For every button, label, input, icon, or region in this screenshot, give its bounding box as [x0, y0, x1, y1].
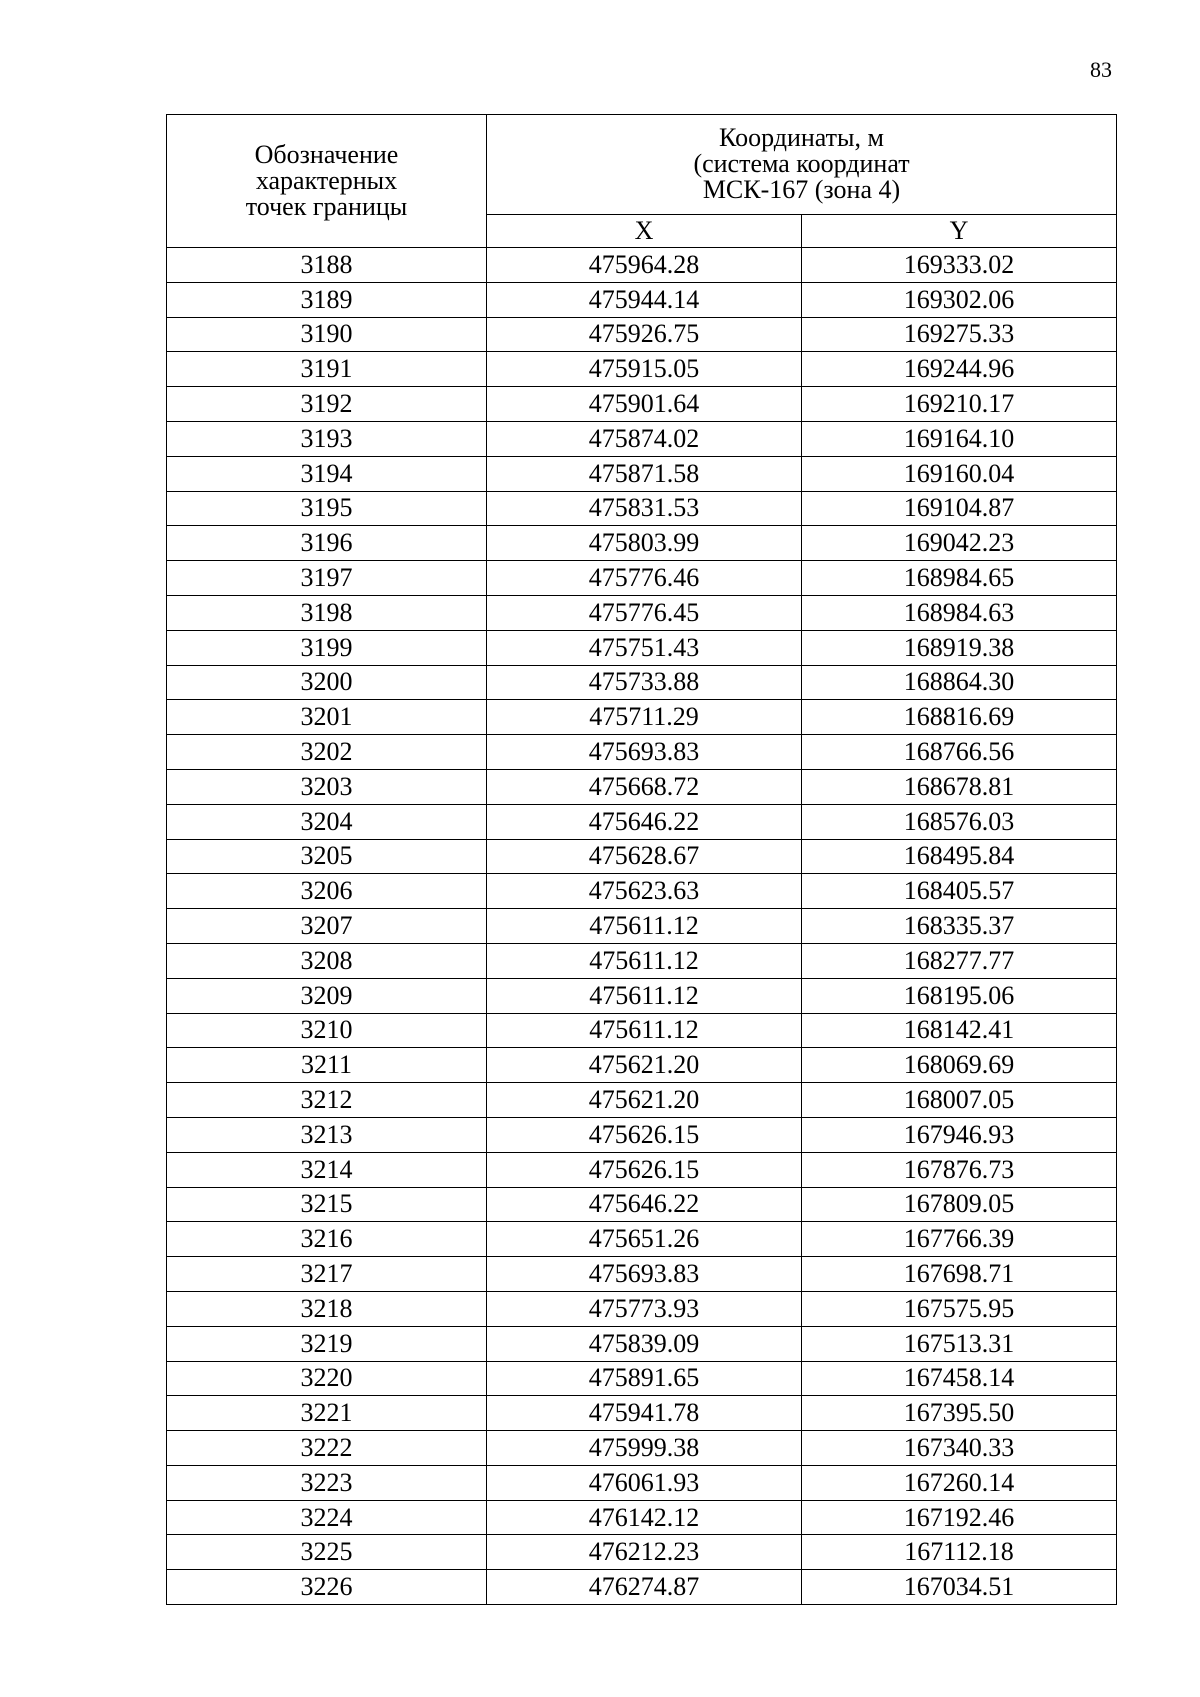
cell-x: 475611.12	[487, 1013, 802, 1048]
cell-y: 168195.06	[802, 978, 1117, 1013]
cell-x: 475626.15	[487, 1117, 802, 1152]
header-coordinates	[487, 115, 1117, 215]
cell-x: 475693.83	[487, 1257, 802, 1292]
cell-point: 3214	[167, 1152, 487, 1187]
table-row	[167, 1291, 1117, 1326]
cell-x: 475803.99	[487, 526, 802, 561]
cell-point: 3218	[167, 1291, 487, 1326]
cell-x: 475941.78	[487, 1396, 802, 1431]
table-row	[167, 735, 1117, 770]
cell-y: 169275.33	[802, 317, 1117, 352]
cell-point: 3213	[167, 1117, 487, 1152]
cell-y: 168069.69	[802, 1048, 1117, 1083]
header-coords-line-2: (система координат	[693, 149, 910, 179]
table-row	[167, 352, 1117, 387]
table-row	[167, 1500, 1117, 1535]
cell-x: 475621.20	[487, 1048, 802, 1083]
cell-x: 475891.65	[487, 1361, 802, 1396]
table-row	[167, 1117, 1117, 1152]
header-point-designation	[167, 115, 487, 248]
cell-point: 3208	[167, 943, 487, 978]
cell-x: 475621.20	[487, 1083, 802, 1118]
cell-x: 475668.72	[487, 769, 802, 804]
cell-x: 475901.64	[487, 387, 802, 422]
header-coords-line-3: МСК-167 (зона 4)	[702, 175, 901, 205]
cell-y: 167192.46	[802, 1500, 1117, 1535]
cell-point: 3209	[167, 978, 487, 1013]
cell-y: 168007.05	[802, 1083, 1117, 1118]
cell-x: 475628.67	[487, 839, 802, 874]
cell-y: 168335.37	[802, 909, 1117, 944]
cell-y: 169164.10	[802, 421, 1117, 456]
cell-point: 3223	[167, 1465, 487, 1500]
cell-point: 3206	[167, 874, 487, 909]
cell-y: 167809.05	[802, 1187, 1117, 1222]
coordinates-table	[166, 114, 1117, 1605]
cell-y: 169042.23	[802, 526, 1117, 561]
header-x: X	[487, 214, 802, 247]
table-row	[167, 248, 1117, 283]
cell-x: 475751.43	[487, 630, 802, 665]
cell-point: 3192	[167, 387, 487, 422]
cell-y: 167876.73	[802, 1152, 1117, 1187]
table-row	[167, 491, 1117, 526]
cell-x: 475626.15	[487, 1152, 802, 1187]
cell-x: 475773.93	[487, 1291, 802, 1326]
cell-y: 167575.95	[802, 1291, 1117, 1326]
cell-x: 476061.93	[487, 1465, 802, 1500]
cell-x: 475646.22	[487, 1187, 802, 1222]
cell-point: 3188	[167, 248, 487, 283]
cell-y: 168984.63	[802, 595, 1117, 630]
cell-point: 3198	[167, 595, 487, 630]
cell-x: 475964.28	[487, 248, 802, 283]
cell-x: 475839.09	[487, 1326, 802, 1361]
cell-point: 3226	[167, 1570, 487, 1605]
cell-point: 3202	[167, 735, 487, 770]
table-body	[167, 248, 1117, 1605]
table-row	[167, 1465, 1117, 1500]
table-row	[167, 839, 1117, 874]
cell-x: 475611.12	[487, 909, 802, 944]
table-row	[167, 978, 1117, 1013]
cell-point: 3211	[167, 1048, 487, 1083]
cell-y: 167395.50	[802, 1396, 1117, 1431]
cell-y: 168984.65	[802, 561, 1117, 596]
cell-y: 169302.06	[802, 282, 1117, 317]
table-row	[167, 1396, 1117, 1431]
cell-x: 475623.63	[487, 874, 802, 909]
cell-x: 476142.12	[487, 1500, 802, 1535]
cell-x: 475711.29	[487, 700, 802, 735]
cell-point: 3215	[167, 1187, 487, 1222]
cell-point: 3191	[167, 352, 487, 387]
table-header	[167, 115, 1117, 248]
header-y: Y	[802, 214, 1117, 247]
cell-y: 169333.02	[802, 248, 1117, 283]
table-row	[167, 1083, 1117, 1118]
table-row	[167, 421, 1117, 456]
cell-y: 168816.69	[802, 700, 1117, 735]
cell-x: 476212.23	[487, 1535, 802, 1570]
table-row	[167, 282, 1117, 317]
cell-x: 475733.88	[487, 665, 802, 700]
table-row	[167, 909, 1117, 944]
cell-point: 3205	[167, 839, 487, 874]
header-point-line-2: характерных	[255, 166, 398, 195]
cell-y: 167946.93	[802, 1117, 1117, 1152]
table-row	[167, 769, 1117, 804]
table-row	[167, 804, 1117, 839]
table-row	[167, 1187, 1117, 1222]
cell-x: 475646.22	[487, 804, 802, 839]
table-row	[167, 1152, 1117, 1187]
cell-y: 167698.71	[802, 1257, 1117, 1292]
table-row	[167, 874, 1117, 909]
cell-point: 3190	[167, 317, 487, 352]
cell-point: 3204	[167, 804, 487, 839]
cell-y: 169104.87	[802, 491, 1117, 526]
table-row	[167, 1431, 1117, 1466]
cell-x: 475999.38	[487, 1431, 802, 1466]
cell-x: 475944.14	[487, 282, 802, 317]
cell-y: 168405.57	[802, 874, 1117, 909]
cell-y: 168678.81	[802, 769, 1117, 804]
cell-y: 167260.14	[802, 1465, 1117, 1500]
table-row	[167, 561, 1117, 596]
page-number: 83	[1090, 57, 1112, 82]
cell-x: 475651.26	[487, 1222, 802, 1257]
cell-point: 3195	[167, 491, 487, 526]
cell-x: 475871.58	[487, 456, 802, 491]
table-row	[167, 526, 1117, 561]
header-point-line-3: точек границы	[245, 192, 408, 221]
table-row	[167, 1048, 1117, 1083]
table-row	[167, 943, 1117, 978]
cell-point: 3197	[167, 561, 487, 596]
table-row	[167, 1222, 1117, 1257]
cell-y: 168142.41	[802, 1013, 1117, 1048]
cell-point: 3212	[167, 1083, 487, 1118]
cell-point: 3217	[167, 1257, 487, 1292]
cell-point: 3219	[167, 1326, 487, 1361]
table-row	[167, 1326, 1117, 1361]
cell-point: 3196	[167, 526, 487, 561]
cell-y: 169210.17	[802, 387, 1117, 422]
cell-x: 475874.02	[487, 421, 802, 456]
cell-point: 3200	[167, 665, 487, 700]
cell-x: 475776.45	[487, 595, 802, 630]
cell-y: 167513.31	[802, 1326, 1117, 1361]
table-row	[167, 387, 1117, 422]
cell-point: 3220	[167, 1361, 487, 1396]
cell-y: 168766.56	[802, 735, 1117, 770]
header-point-line-1: Обозначение	[254, 140, 399, 169]
cell-y: 169244.96	[802, 352, 1117, 387]
cell-x: 475776.46	[487, 561, 802, 596]
cell-x: 475611.12	[487, 943, 802, 978]
cell-x: 476274.87	[487, 1570, 802, 1605]
table-row	[167, 1257, 1117, 1292]
cell-y: 168576.03	[802, 804, 1117, 839]
cell-y: 167458.14	[802, 1361, 1117, 1396]
cell-x: 475693.83	[487, 735, 802, 770]
cell-y: 167340.33	[802, 1431, 1117, 1466]
cell-point: 3203	[167, 769, 487, 804]
cell-y: 169160.04	[802, 456, 1117, 491]
cell-point: 3210	[167, 1013, 487, 1048]
cell-y: 168919.38	[802, 630, 1117, 665]
table-row	[167, 1013, 1117, 1048]
cell-x: 475831.53	[487, 491, 802, 526]
cell-y: 167112.18	[802, 1535, 1117, 1570]
cell-y: 167034.51	[802, 1570, 1117, 1605]
cell-point: 3194	[167, 456, 487, 491]
table-row	[167, 595, 1117, 630]
cell-point: 3225	[167, 1535, 487, 1570]
table-row	[167, 317, 1117, 352]
cell-x: 475926.75	[487, 317, 802, 352]
cell-x: 475915.05	[487, 352, 802, 387]
cell-point: 3224	[167, 1500, 487, 1535]
cell-y: 168277.77	[802, 943, 1117, 978]
cell-y: 168495.84	[802, 839, 1117, 874]
cell-y: 168864.30	[802, 665, 1117, 700]
table-row	[167, 1535, 1117, 1570]
table-row	[167, 700, 1117, 735]
header-coords-line-1: Координаты, м	[719, 123, 884, 153]
cell-point: 3199	[167, 630, 487, 665]
cell-point: 3201	[167, 700, 487, 735]
table-row	[167, 1361, 1117, 1396]
table-row	[167, 1570, 1117, 1605]
table-row	[167, 456, 1117, 491]
cell-point: 3189	[167, 282, 487, 317]
table-row	[167, 630, 1117, 665]
table-row	[167, 665, 1117, 700]
cell-y: 167766.39	[802, 1222, 1117, 1257]
cell-point: 3216	[167, 1222, 487, 1257]
cell-point: 3207	[167, 909, 487, 944]
cell-point: 3221	[167, 1396, 487, 1431]
cell-point: 3193	[167, 421, 487, 456]
cell-point: 3222	[167, 1431, 487, 1466]
cell-x: 475611.12	[487, 978, 802, 1013]
